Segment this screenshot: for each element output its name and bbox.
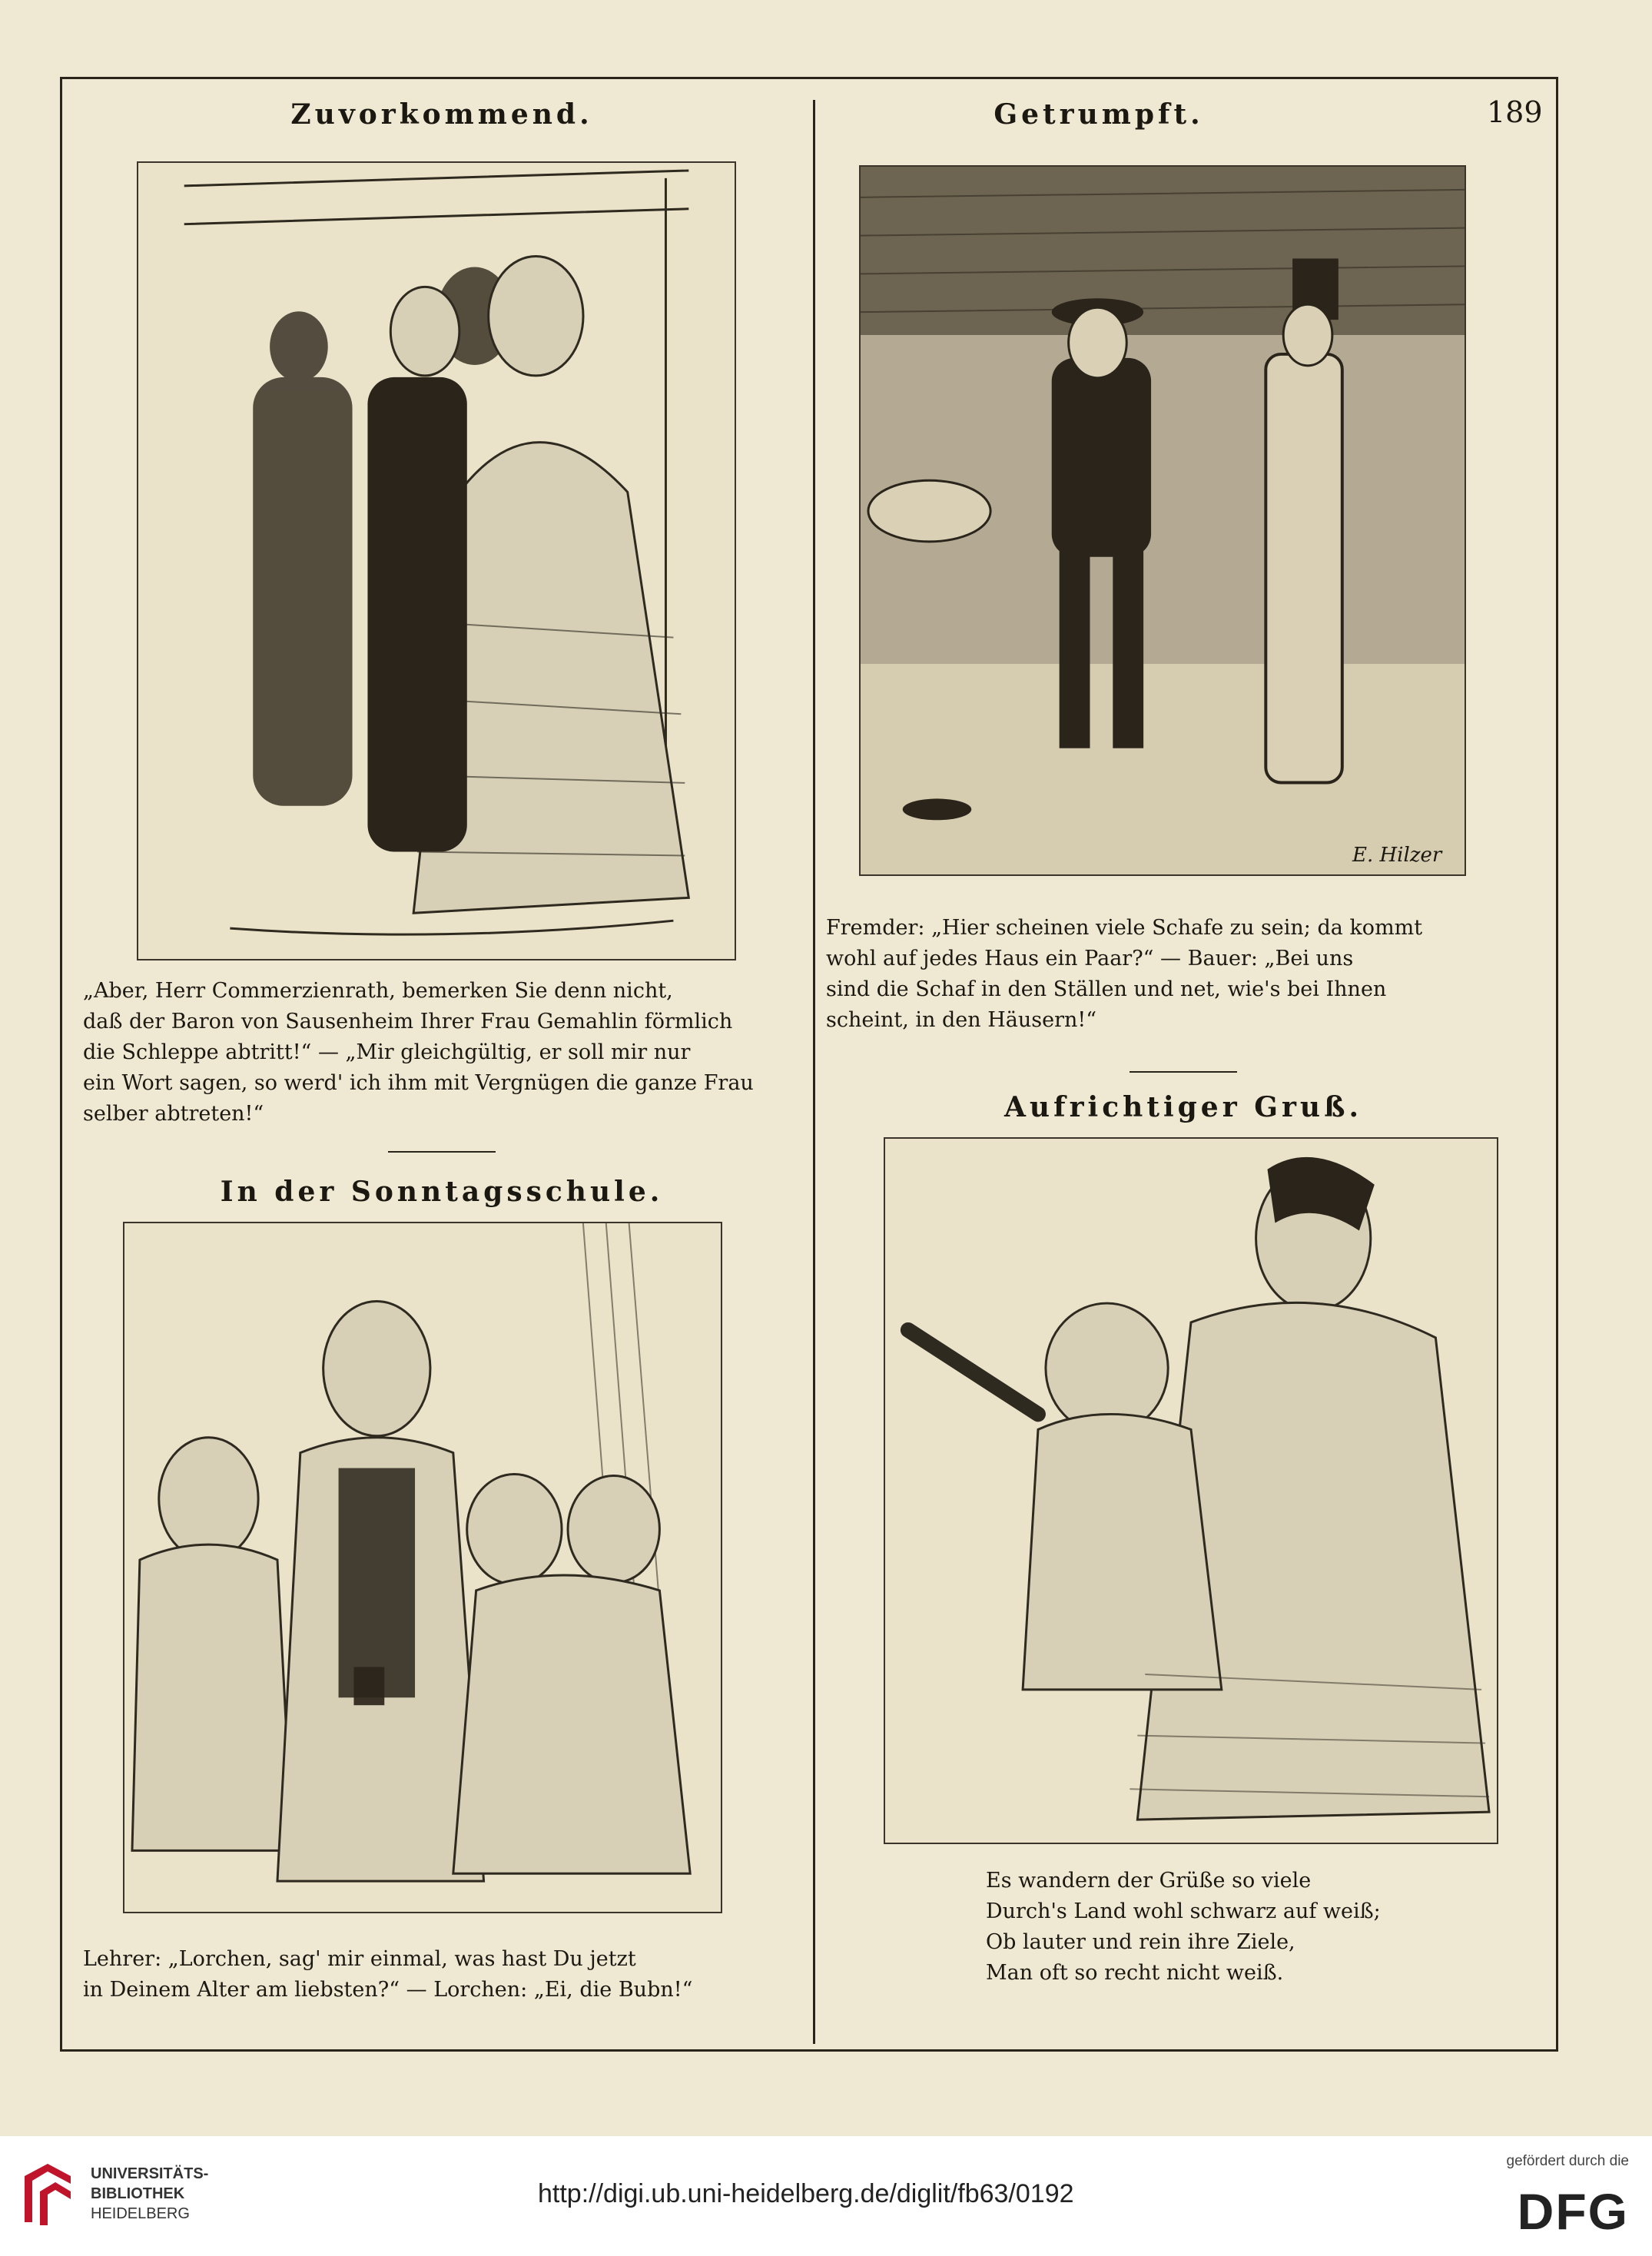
illustration-sunday-school-children <box>123 1222 722 1913</box>
illustration-farmer-and-stranger <box>859 165 1466 876</box>
title-aufrichtiger-gruss: Aufrichtiger Gruß. <box>1004 1091 1362 1123</box>
verse-gruss <box>986 1866 1539 1989</box>
title-zuvorkommend: Zuvorkommend. <box>290 98 593 131</box>
caption-line: Lehrer: „Lorchen, sag' mir einmal, was hast Du jetzt <box>83 1947 636 1971</box>
column-divider <box>813 100 815 2044</box>
title-getrumpft: Getrumpft. <box>994 98 1204 131</box>
caption-line: wohl auf jedes Haus ein Paar?“ — Bauer: „Bei uns <box>826 947 1354 970</box>
dfg-logo: DFG <box>1517 2183 1629 2240</box>
institution-name <box>91 2164 208 2224</box>
illustration-ballroom-couple <box>137 161 736 960</box>
institution-line: BIBLIOTHEK <box>91 2185 185 2202</box>
caption-line: selber abtreten!“ <box>83 1102 264 1126</box>
caption-sonntagsschule <box>83 1944 799 2006</box>
institution-line: UNIVERSITÄTS- <box>91 2165 209 2182</box>
institution-line: HEIDELBERG <box>91 2205 190 2222</box>
section-rule <box>1130 1071 1237 1073</box>
verse-line: Ob lauter und rein ihre Ziele, <box>986 1930 1295 1954</box>
funded-by-label: gefördert durch die <box>1506 2153 1629 2169</box>
caption-line: „Aber, Herr Commerzienrath, bemerken Sie denn nicht, <box>83 979 673 1003</box>
verse-line: Man oft so recht nicht weiß. <box>986 1961 1284 1985</box>
library-footer <box>0 2136 1652 2256</box>
verse-line: Es wandern der Grüße so viele <box>986 1869 1312 1893</box>
verse-line: Durch's Land wohl schwarz auf weiß; <box>986 1899 1381 1923</box>
permalink-url[interactable]: http://digi.ub.uni-heidelberg.de/diglit/fb63/0192 <box>538 2179 1074 2208</box>
caption-line: sind die Schaf in den Ställen und net, wie's bei Ihnen <box>826 977 1387 1001</box>
caption-zuvorkommend <box>83 976 799 1130</box>
caption-getrumpft <box>826 913 1544 1036</box>
caption-line: in Deinem Alter am liebsten?“ — Lorchen: „Ei, die Bubn!“ <box>83 1978 693 2002</box>
caption-line: ein Wort sagen, so werd' ich ihm mit Vergnügen die ganze Frau <box>83 1071 754 1095</box>
section-rule <box>388 1151 496 1153</box>
caption-line: scheint, in den Häusern!“ <box>826 1008 1097 1032</box>
caption-line: daß der Baron von Sausenheim Ihrer Frau Gemahlin förmlich <box>83 1010 733 1033</box>
artist-signature: E. Hilzer <box>1352 844 1442 867</box>
university-library-logo <box>18 2161 77 2228</box>
page-number: 189 <box>1487 95 1543 129</box>
caption-line: Fremder: „Hier scheinen viele Schafe zu sein; da kommt <box>826 916 1423 940</box>
illustration-mother-and-child <box>884 1137 1498 1844</box>
title-sonntagsschule: In der Sonntagsschule. <box>220 1176 664 1208</box>
caption-line: die Schleppe abtritt!“ — „Mir gleichgültig, er soll mir nur <box>83 1040 691 1064</box>
